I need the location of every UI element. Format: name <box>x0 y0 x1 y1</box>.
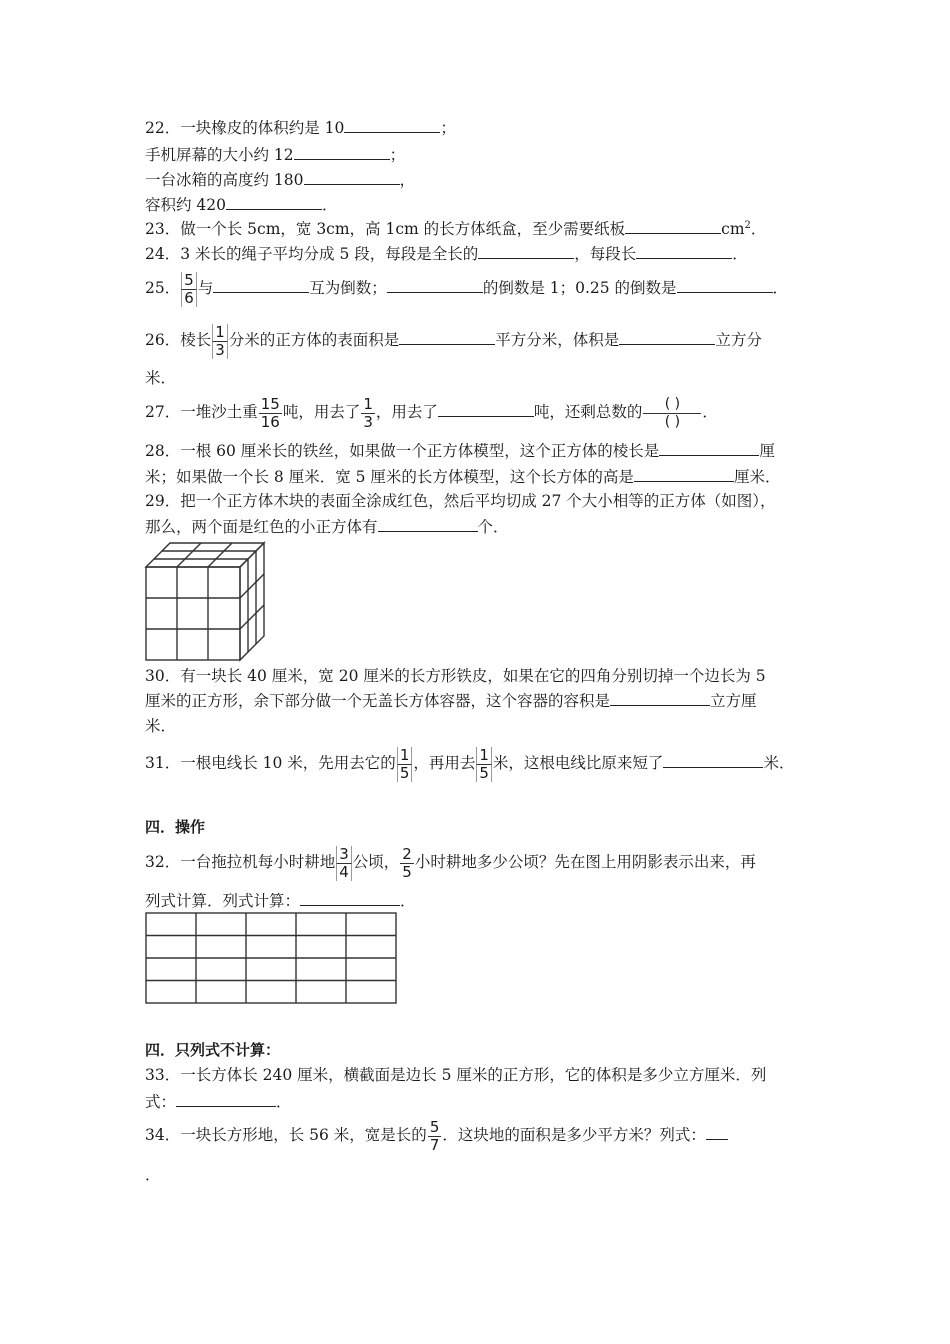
numerator: 1 <box>363 394 373 413</box>
q30-line3 <box>145 716 176 736</box>
q26-text-a: 26．棱长 <box>145 331 212 349</box>
q34-text-c: ． <box>145 1166 161 1184</box>
q29-text-2: 那么，两个面是红色的小正方体有 <box>145 518 378 536</box>
answer-blank[interactable] <box>634 467 734 482</box>
fraction <box>181 272 197 307</box>
q32-text-b: 公顷， <box>352 853 400 871</box>
numerator: 2 <box>402 844 412 863</box>
cube-figure <box>144 540 269 663</box>
q30-text-3: 米． <box>145 717 177 735</box>
punct: ， <box>399 171 416 189</box>
denominator: 16 <box>260 412 280 431</box>
fraction <box>212 324 228 359</box>
answer-blank[interactable] <box>625 219 721 234</box>
q28-line2 <box>145 467 780 487</box>
q26-text-d: 立方分 <box>715 331 762 349</box>
answer-blank[interactable] <box>300 891 400 906</box>
q30-text-2: 厘米的正方形，余下部分做一个无盖长方体容器，这个容器的容积是 <box>145 692 611 710</box>
answer-blank[interactable] <box>226 195 322 210</box>
answer-blank[interactable] <box>438 402 534 417</box>
q26-text-c: 平方分米，体积是 <box>495 331 620 349</box>
answer-blank[interactable] <box>387 278 483 293</box>
q23 <box>145 219 766 239</box>
q25 <box>145 268 788 308</box>
answer-blank[interactable] <box>663 753 763 768</box>
fraction <box>397 747 413 782</box>
numerator: 1 <box>212 324 228 341</box>
numerator: 1 <box>397 747 413 764</box>
denominator: 6 <box>181 289 197 307</box>
answer-fraction[interactable] <box>643 396 701 431</box>
punct: ； <box>440 119 456 137</box>
q32 <box>145 840 756 884</box>
q28-text-2: 米；如果做一个长 8 厘米．宽 5 厘米的长方体模型，这个长方体的高是 <box>145 468 634 486</box>
q27-text-d: 吨，还剩总数的 <box>533 403 643 421</box>
answer-blank[interactable] <box>378 517 478 532</box>
q34-line2 <box>145 1165 161 1185</box>
q26-text-e: 米． <box>145 369 177 387</box>
answer-blank[interactable] <box>677 278 773 293</box>
q25-text-b: 互为倒数； <box>309 279 387 297</box>
q33-line2 <box>145 1092 292 1112</box>
q27-text-b: 吨，用去了 <box>282 403 361 421</box>
q28-end-1: 厘 <box>759 442 775 460</box>
punct: ． <box>732 245 748 263</box>
answer-blank[interactable] <box>478 244 574 259</box>
q29-text-1: 29．把一个正方体木块的表面全涂成红色，然后平均切成 27 个大小相等的正方体（如图）， <box>145 492 776 510</box>
q22-line3 <box>145 170 415 190</box>
q22-text-3: 一台冰箱的高度约 180 <box>145 171 304 189</box>
punct: ． <box>772 279 789 297</box>
answer-blank[interactable] <box>294 145 390 160</box>
q23-text: 23．做一个长 5cm，宽 3cm，高 1cm 的长方体纸盒，至少需要纸板 <box>145 220 626 238</box>
denominator: 3 <box>212 341 228 359</box>
q24 <box>145 244 748 264</box>
unit: cm <box>721 220 745 238</box>
q22-text-2: 手机屏幕的大小约 12 <box>145 146 294 164</box>
denominator-blank[interactable]: ( ) <box>643 413 701 431</box>
q32-line2 <box>145 891 416 911</box>
q29-line1 <box>145 491 776 511</box>
q34-text-b: ．这块地的面积是多少平方米？列式： <box>442 1126 706 1144</box>
answer-blank[interactable] <box>619 330 715 345</box>
punct: ． <box>702 403 718 421</box>
q28-text-1: 28．一根 60 厘米长的铁丝，如果做一个正方体模型，这个正方体的棱长是 <box>145 442 660 460</box>
fraction <box>259 396 282 431</box>
q31 <box>145 741 794 785</box>
q25-text-c: 的倒数是 1；0.25 的倒数是 <box>482 279 677 297</box>
q31-text-c: 米，这根电线比原来短了 <box>492 754 664 772</box>
answer-blank[interactable] <box>304 170 400 185</box>
denominator: 4 <box>336 863 352 881</box>
denominator: 5 <box>397 764 413 782</box>
q31-text-a: 31．一根电线长 10 米，先用去它的 <box>145 754 396 772</box>
denominator: 5 <box>476 764 492 782</box>
q34 <box>145 1113 728 1157</box>
q30-line2 <box>145 691 757 711</box>
q24-text-b: ，每段长 <box>574 245 637 263</box>
section-heading-no-calc: 四．只列式不计算： <box>145 1041 281 1059</box>
punct: 米． <box>763 754 795 772</box>
fraction <box>361 396 375 431</box>
q34-text-a: 34．一块长方形地，长 56 米，宽是长的 <box>145 1126 427 1144</box>
punct: ． <box>276 1093 292 1111</box>
answer-blank[interactable] <box>610 691 710 706</box>
denominator: 3 <box>363 412 373 431</box>
q32-text-a: 32．一台拖拉机每小时耕地 <box>145 853 336 871</box>
q31-text-b: ，再用去 <box>413 754 476 772</box>
q30-text-1: 30．有一块长 40 厘米，宽 20 厘米的长方形铁皮，如果在它的四角分别切掉一个边长为 5 <box>145 667 766 685</box>
answer-blank[interactable] <box>399 330 495 345</box>
answer-blank[interactable] <box>659 441 759 456</box>
numerator: 5 <box>429 1117 440 1136</box>
answer-blank[interactable] <box>636 244 732 259</box>
fraction <box>336 846 352 881</box>
q29-end: 个． <box>477 518 509 536</box>
answer-blank[interactable] <box>213 278 309 293</box>
q22-line1 <box>145 118 456 138</box>
q27-text-a: 27．一堆沙土重 <box>145 403 258 421</box>
numerator-blank[interactable]: ( ) <box>664 395 681 412</box>
numerator: 15 <box>260 394 280 413</box>
q22-text-1: 22．一块橡皮的体积约是 10 <box>145 119 345 137</box>
q22-line2 <box>145 145 405 165</box>
q24-text-a: 24．3 米长的绳子平均分成 5 段，每段是全长的 <box>145 245 479 263</box>
q27-text-c: ，用去了 <box>375 403 438 421</box>
punct: ． <box>400 892 416 910</box>
q28-line1 <box>145 441 775 461</box>
numerator: 3 <box>336 846 352 863</box>
answer-blank[interactable] <box>344 118 440 133</box>
punct: ； <box>389 146 406 164</box>
punct: ． <box>750 220 767 238</box>
fraction <box>428 1119 442 1154</box>
fraction <box>400 846 414 881</box>
numerator: 1 <box>476 747 492 764</box>
q33-text-2: 式： <box>145 1093 177 1111</box>
q26 <box>145 320 762 360</box>
q33-text-1: 33．一长方体长 240 厘米，横截面是边长 5 厘米的正方形，它的体积是多少立方厘米．列 <box>145 1066 767 1084</box>
q30-line1 <box>145 666 766 686</box>
q27 <box>145 389 718 435</box>
q32-text-c: 小时耕地多少公顷？先在图上用阴影表示出来，再 <box>414 853 756 871</box>
shading-grid[interactable] <box>145 912 397 1004</box>
q32-text-d: 列式计算．列式计算： <box>145 892 301 910</box>
q22-text-4: 容积约 420 <box>145 196 227 214</box>
q26-line2 <box>145 368 176 388</box>
fraction <box>476 747 492 782</box>
numerator: 5 <box>181 272 197 289</box>
q22-line4 <box>145 195 338 215</box>
denominator: 7 <box>429 1135 440 1154</box>
punct: ． <box>322 196 338 214</box>
superscript: 2 <box>744 219 751 231</box>
denominator: 5 <box>402 862 412 881</box>
q25-text-a: 与 <box>197 279 214 297</box>
q29-line2 <box>145 517 509 537</box>
q30-end: 立方厘 <box>710 692 757 710</box>
q26-text-b: 分米的正方体的表面积是 <box>228 331 400 349</box>
answer-blank[interactable] <box>176 1092 276 1107</box>
q28-end-2: 厘米． <box>733 468 781 486</box>
q33-line1 <box>145 1065 766 1085</box>
section-heading-operation: 四．操作 <box>145 818 206 836</box>
q25-number: 25． <box>145 279 181 297</box>
answer-blank[interactable] <box>706 1125 728 1140</box>
